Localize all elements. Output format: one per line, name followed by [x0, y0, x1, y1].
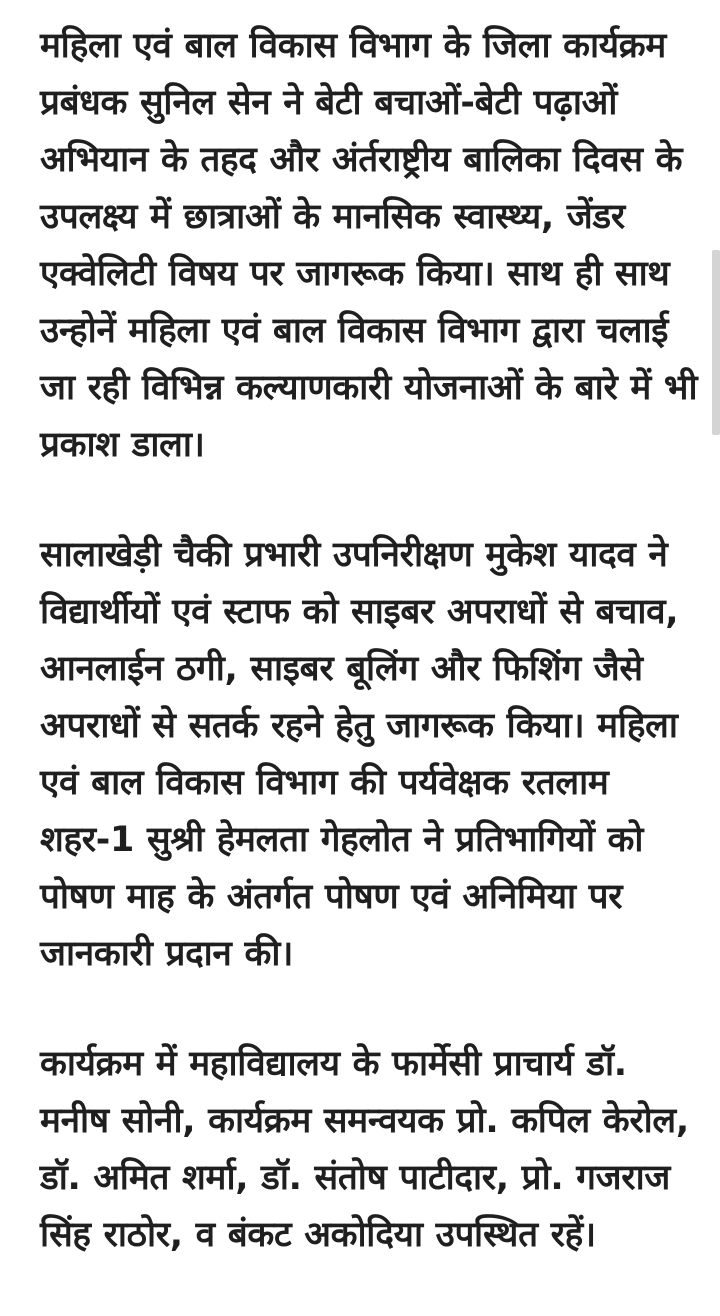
scrollbar-thumb[interactable]: [712, 250, 720, 435]
article-body: [40, 18, 704, 1264]
paragraph-program-manager: महिला एवं बाल विकास विभाग के जिला कार्यक्रम प्रबंधक सुनिल सेन ने बेटी बचाओं-बेटी पढ़ाओं अभियान के तहद और अंर्तराष्ट्रीय बालिका दिवस के उपलक्ष्य में छात्राओं के मानसिक स्वास्थ्य, जेंडर एक्वेलिटी विषय पर जागरूक किया। साथ ही साथ उन्होनें महिला एवं बाल विकास विभाग द्वारा चलाई जा रही विभिन्न कल्याणकारी योजनाओं के बारे में भी प्रकाश डाला।: [40, 26, 698, 465]
paragraph-cyber-awareness: सालाखेड़ी चैकी प्रभारी उपनिरीक्षण मुकेश यादव ने विद्यार्थीयों एवं स्टाफ को साइबर अपराधों से बचाव, आनलाईन ठगी, साइबर बूलिंग और फिशिंग जैसे अपराधों से सतर्क रहने हेतु जागरूक किया। महिला एवं बाल विकास विभाग की पर्यवेक्षक रतलाम शहर-1 सुश्री हेमलता गेहलोत ने प्रतिभागियों को पोषण माह के अंतर्गत पोषण एवं अनिमिया पर जानकारी प्रदान की।: [40, 535, 679, 974]
paragraph-attendees: कार्यक्रम में महाविद्यालय के फार्मेसी प्राचार्य डॉ. मनीष सोनी, कार्यक्रम समन्वयक प्रो. कपिल केरोल, डॉ. अमित शर्मा, डॉ. संतोष पाटीदार, प्रो. गजराज सिंह राठोर, व बंकट अकोदिया उपस्थित रहें।: [40, 1044, 689, 1255]
